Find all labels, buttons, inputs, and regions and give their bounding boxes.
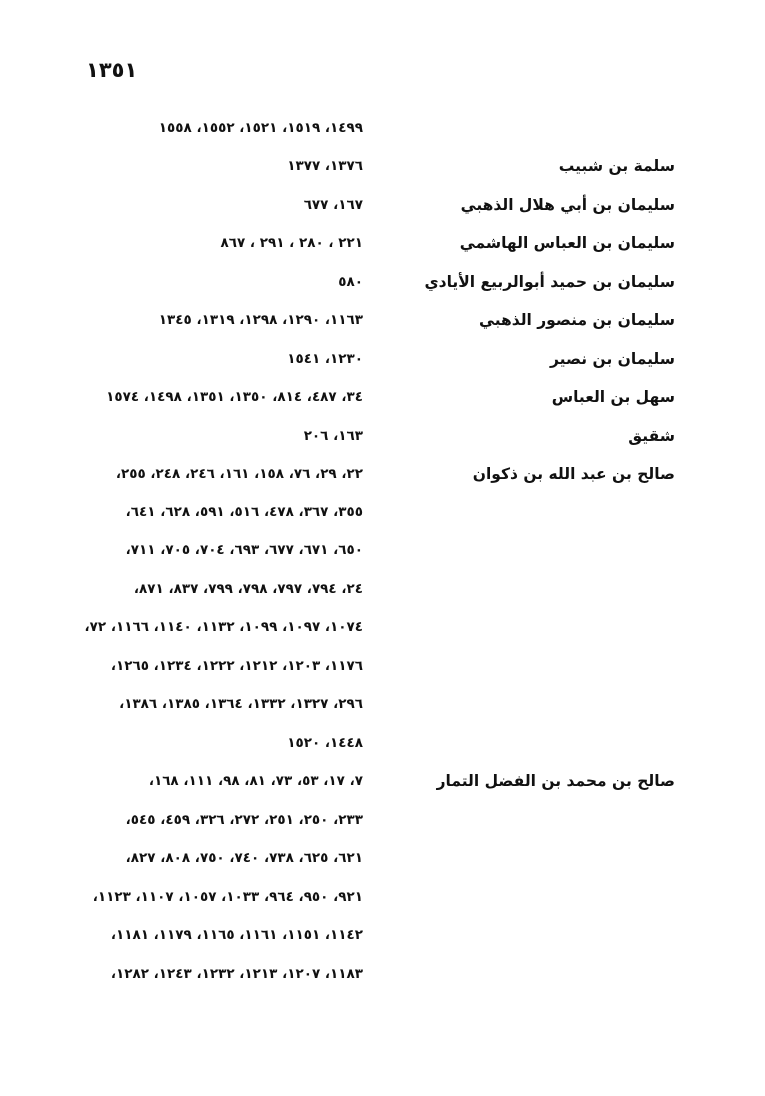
entry-page-references: ٢٢١ ، ٢٨٠ ، ٢٩١ ، ٨٦٧ <box>220 235 363 251</box>
index-entry <box>0 574 765 604</box>
index-entry <box>0 882 765 912</box>
index-entry <box>0 382 765 412</box>
index-entry <box>0 344 765 374</box>
index-entry <box>0 151 765 181</box>
entry-name: سليمان بن منصور الذهبي <box>479 311 675 329</box>
index-entry <box>0 612 765 642</box>
entry-name: سلمة بن شبيب <box>558 157 675 175</box>
entry-name: صالح بن محمد بن الفضل التمار <box>436 772 675 790</box>
entry-page-references: ٢٢، ٢٩، ٧٦، ١٥٨، ١٦١، ٢٤٦، ٢٤٨، ٢٥٥، <box>115 466 363 482</box>
index-entry <box>0 459 765 489</box>
index-entry <box>0 728 765 758</box>
entry-page-references: ٢٣٣، ٢٥٠، ٢٥١، ٢٧٢، ٣٢٦، ٤٥٩، ٥٤٥، <box>125 812 363 828</box>
entry-page-references: ١١٤٢، ١١٥١، ١١٦١، ١١٦٥، ١١٧٩، ١١٨١، <box>110 927 363 943</box>
entry-page-references: ٢٩٦، ١٣٢٧، ١٣٣٢، ١٣٦٤، ١٣٨٥، ١٣٨٦، <box>119 696 363 712</box>
entry-page-references: ١٢٣٠، ١٥٤١ <box>287 351 363 367</box>
entry-page-references: ١٦٣، ٢٠٦ <box>303 428 363 444</box>
entry-name: صالح بن عبد الله بن ذكوان <box>472 465 675 483</box>
index-entry <box>0 651 765 681</box>
entry-page-references: ٧، ١٧، ٥٣، ٧٣، ٨١، ٩٨، ١١١، ١٦٨، <box>148 773 363 789</box>
index-entry <box>0 228 765 258</box>
entry-page-references: ١١٨٣، ١٢٠٧، ١٢١٣، ١٢٣٢، ١٢٤٣، ١٢٨٢، <box>110 966 363 982</box>
index-entry <box>0 805 765 835</box>
entry-page-references: ١٤٩٩، ١٥١٩، ١٥٢١، ١٥٥٢، ١٥٥٨ <box>158 120 363 136</box>
index-entry <box>0 843 765 873</box>
index-entry <box>0 535 765 565</box>
index-entry <box>0 190 765 220</box>
entry-page-references: ٦٢١، ٦٢٥، ٧٣٨، ٧٤٠، ٧٥٠، ٨٠٨، ٨٢٧، <box>125 850 363 866</box>
index-entry <box>0 305 765 335</box>
entry-name: سليمان بن حميد أبوالربيع الأيادي <box>424 273 675 291</box>
index-entry <box>0 766 765 796</box>
index-entry <box>0 113 765 143</box>
index-entry <box>0 959 765 989</box>
entry-name: سليمان بن أبي هلال الذهبي <box>460 196 675 214</box>
entry-name: شقيق <box>628 427 675 445</box>
entry-page-references: ٢٤، ٧٩٤، ٧٩٧، ٧٩٨، ٧٩٩، ٨٣٧، ٨٧١، <box>133 581 363 597</box>
entry-name: سليمان بن العباس الهاشمي <box>459 234 675 252</box>
index-entry <box>0 920 765 950</box>
entry-name: سهل بن العباس <box>551 388 675 406</box>
entry-page-references: ٣٥٥، ٣٦٧، ٤٧٨، ٥١٦، ٥٩١، ٦٢٨، ٦٤١، <box>125 504 363 520</box>
entry-page-references: ٦٥٠، ٦٧١، ٦٧٧، ٦٩٣، ٧٠٤، ٧٠٥، ٧١١، <box>125 542 363 558</box>
entry-page-references: ١٠٧٤، ١٠٩٧، ١٠٩٩، ١١٣٢، ١١٤٠، ١١٦٦، ٧٢، <box>84 619 363 635</box>
index-entry <box>0 689 765 719</box>
index-entry <box>0 421 765 451</box>
page-number: ١٣٥١ <box>86 58 138 82</box>
entry-page-references: ١٣٧٦، ١٣٧٧ <box>287 158 363 174</box>
entry-page-references: ١١٧٦، ١٢٠٣، ١٢١٢، ١٢٢٢، ١٢٣٤، ١٢٦٥، <box>110 658 363 674</box>
index-entry <box>0 267 765 297</box>
entry-page-references: ٣٤، ٤٨٧، ٨١٤، ١٣٥٠، ١٣٥١، ١٤٩٨، ١٥٧٤ <box>106 389 363 405</box>
entry-page-references: ١٦٧، ٦٧٧ <box>303 197 363 213</box>
entry-name: سليمان بن نصير <box>550 350 675 368</box>
entry-page-references: ٩٢١، ٩٥٠، ٩٦٤، ١٠٣٣، ١٠٥٧، ١١٠٧، ١١٢٣، <box>92 889 363 905</box>
entry-page-references: ١١٦٣، ١٢٩٠، ١٢٩٨، ١٣١٩، ١٣٤٥ <box>158 312 363 328</box>
entry-page-references: ٥٨٠ <box>338 274 363 290</box>
entry-page-references: ١٤٤٨، ١٥٢٠ <box>287 735 363 751</box>
index-entry <box>0 497 765 527</box>
